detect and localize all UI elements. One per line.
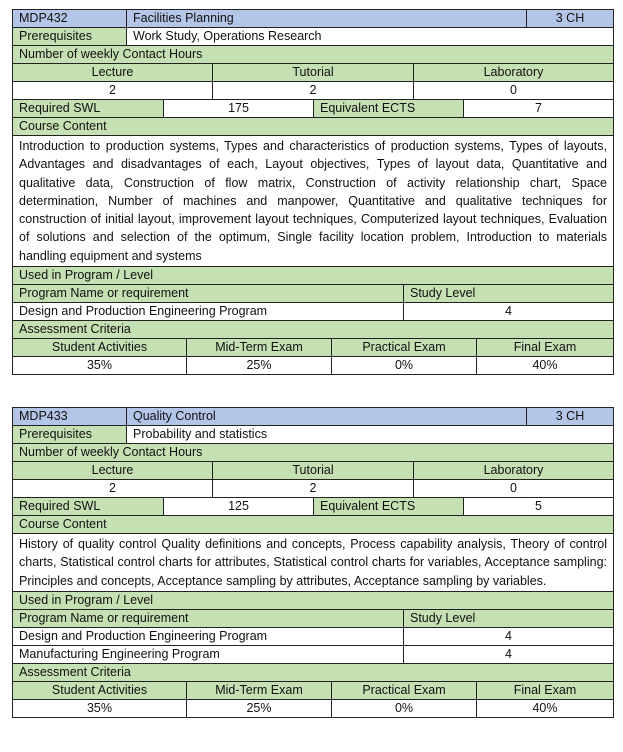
ects-value: 5: [464, 498, 614, 516]
swl-table: [12, 497, 614, 610]
swl-value: 175: [164, 100, 314, 118]
contact-hours-label: Number of weekly Contact Hours: [13, 444, 614, 462]
used-in-label: Used in Program / Level: [13, 267, 614, 285]
programs-table: [12, 609, 614, 682]
course-content-text: Introduction to production systems, Types and characteristics of production systems, Types of layouts, Advantages and disadvantages of each, Layout objectives, Types of layout data, Quantitative and qualitative data, Construction of flow matrix, Construction of activity relationship chart, Space determination, Number of machines and manpower, Quantitative and qualitative techniques for construction of initial layout, improvement layout techniques, Computerized layout techniques, Evaluation of solutions and selection of the optimum, Single facility location problem, Introduction to materials handling equipment and systems: [13, 136, 614, 267]
credit-hours: 3 CH: [527, 408, 614, 426]
program-level: 4: [404, 303, 614, 321]
programs-table: [12, 284, 614, 339]
laboratory-hours: 0: [414, 480, 614, 498]
swl-value: 125: [164, 498, 314, 516]
swl-table: [12, 99, 614, 285]
assessment-value-final: 40%: [477, 699, 614, 717]
prerequisites-value: Work Study, Operations Research: [127, 28, 614, 46]
tutorial-hours: 2: [213, 480, 414, 498]
program-header: Program Name or requirement: [13, 285, 404, 303]
prerequisites-label: Prerequisites: [13, 28, 127, 46]
laboratory-label: Laboratory: [414, 64, 614, 82]
swl-label: Required SWL: [13, 100, 164, 118]
program-name: Design and Production Engineering Program: [13, 303, 404, 321]
lecture-hours: 2: [13, 480, 213, 498]
assessment-table: [12, 338, 614, 375]
assessment-label: Assessment Criteria: [13, 663, 614, 681]
assessment-value-student-activities: 35%: [13, 699, 187, 717]
assessment-value-practical: 0%: [332, 699, 477, 717]
course-code: MDP432: [13, 10, 127, 28]
course-content-text: History of quality control Quality definitions and concepts, Process capability analysis, Theory of control charts, Statistical control charts for attributes, Statistical control charts for variables, Acceptance sampling: Principles and concepts, Acceptance sampling by attributes, Acceptance sampling by variables.: [13, 534, 614, 592]
swl-label: Required SWL: [13, 498, 164, 516]
assessment-header-practical: Practical Exam: [332, 681, 477, 699]
course-content-label: Course Content: [13, 516, 614, 534]
assessment-table: [12, 681, 614, 718]
assessment-header-final: Final Exam: [477, 339, 614, 357]
contact-hours-label: Number of weekly Contact Hours: [13, 46, 614, 64]
lecture-hours: 2: [13, 82, 213, 100]
program-name: Manufacturing Engineering Program: [13, 645, 404, 663]
prerequisites-label: Prerequisites: [13, 426, 127, 444]
level-header: Study Level: [404, 285, 614, 303]
assessment-value-student-activities: 35%: [13, 357, 187, 375]
contact-hours-table: [12, 45, 614, 100]
assessment-header-practical: Practical Exam: [332, 339, 477, 357]
lecture-label: Lecture: [13, 462, 213, 480]
program-row: [13, 627, 614, 645]
tutorial-label: Tutorial: [213, 462, 414, 480]
assessment-header-midterm: Mid-Term Exam: [187, 339, 332, 357]
contact-hours-table: [12, 443, 614, 498]
lecture-label: Lecture: [13, 64, 213, 82]
course-card-mdp433: [12, 407, 613, 718]
program-name: Design and Production Engineering Program: [13, 627, 404, 645]
course-title: Quality Control: [127, 408, 527, 426]
tutorial-label: Tutorial: [213, 64, 414, 82]
tutorial-hours: 2: [213, 82, 414, 100]
program-row: [13, 645, 614, 663]
program-level: 4: [404, 645, 614, 663]
course-title: Facilities Planning: [127, 10, 527, 28]
ects-label: Equivalent ECTS: [314, 498, 464, 516]
ects-label: Equivalent ECTS: [314, 100, 464, 118]
assessment-value-midterm: 25%: [187, 699, 332, 717]
credit-hours: 3 CH: [527, 10, 614, 28]
assessment-value-practical: 0%: [332, 357, 477, 375]
level-header: Study Level: [404, 609, 614, 627]
assessment-header-midterm: Mid-Term Exam: [187, 681, 332, 699]
assessment-value-midterm: 25%: [187, 357, 332, 375]
course-content-label: Course Content: [13, 118, 614, 136]
course-card-mdp432: [12, 9, 613, 375]
course-code: MDP433: [13, 408, 127, 426]
program-row: [13, 303, 614, 321]
prerequisites-value: Probability and statistics: [127, 426, 614, 444]
course-header-table: [12, 407, 614, 444]
laboratory-label: Laboratory: [414, 462, 614, 480]
laboratory-hours: 0: [414, 82, 614, 100]
used-in-label: Used in Program / Level: [13, 591, 614, 609]
course-header-table: [12, 9, 614, 46]
assessment-value-final: 40%: [477, 357, 614, 375]
program-header: Program Name or requirement: [13, 609, 404, 627]
assessment-header-student-activities: Student Activities: [13, 339, 187, 357]
assessment-header-student-activities: Student Activities: [13, 681, 187, 699]
assessment-header-final: Final Exam: [477, 681, 614, 699]
program-level: 4: [404, 627, 614, 645]
assessment-label: Assessment Criteria: [13, 321, 614, 339]
ects-value: 7: [464, 100, 614, 118]
